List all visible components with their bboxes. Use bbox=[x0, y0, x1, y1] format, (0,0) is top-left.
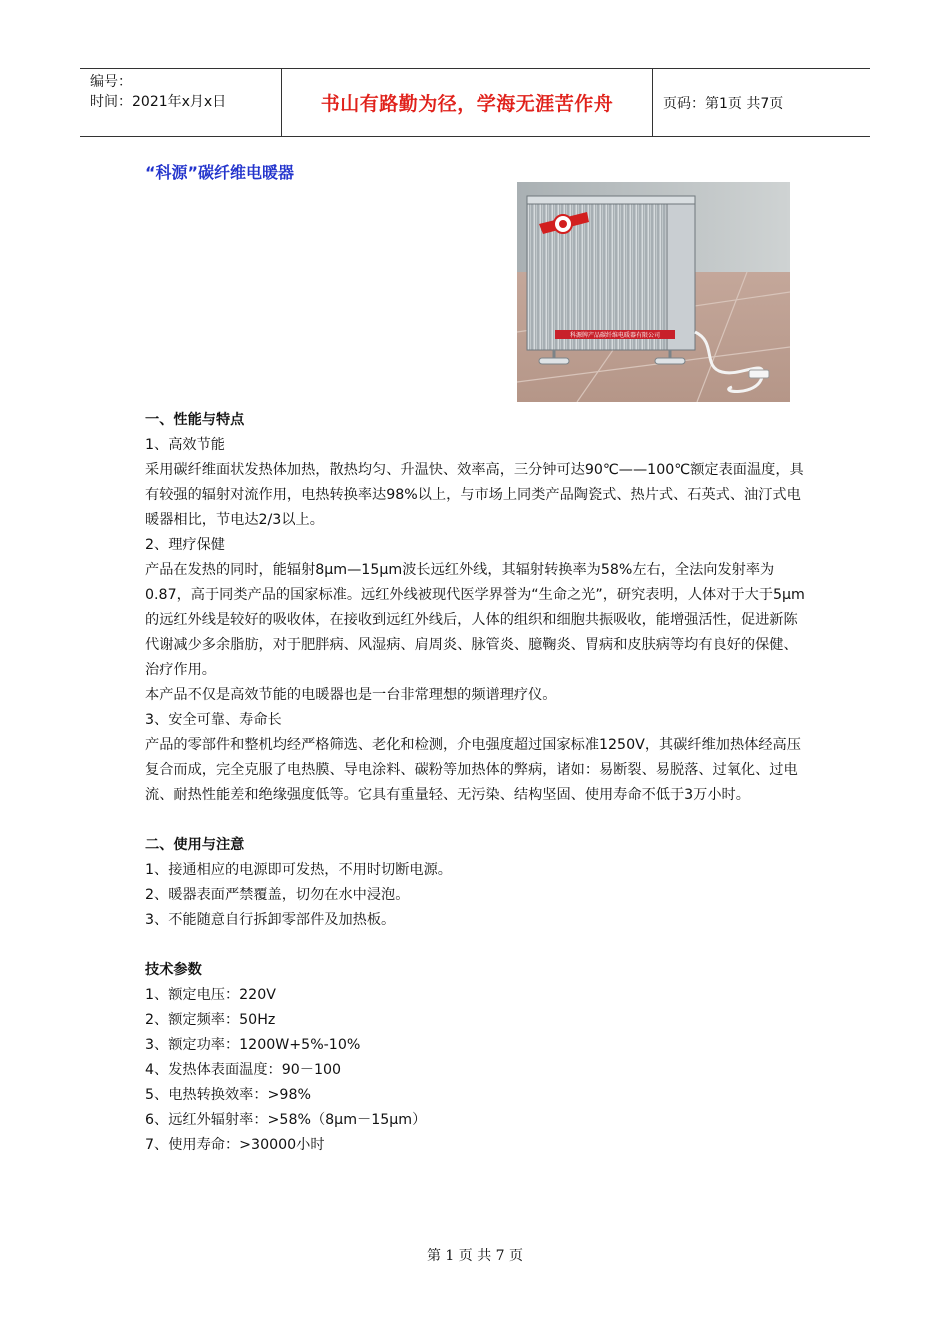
header-page-info bbox=[663, 69, 870, 136]
page-footer: 第 1 页 共 7 页 bbox=[426, 1248, 524, 1264]
page-header bbox=[80, 68, 870, 137]
section-gap bbox=[145, 808, 810, 833]
body-paragraph: 采用碳纤维面状发热体加热，散热均匀、升温快、效率高，三分钟可达90℃——100℃额定表面温度，具有较强的辐射对流作用，电热转换率达98%以上，与市场上同类产品陶瓷式、热片式、石英式、油汀式电暖器相比，节电达2/3以上。 bbox=[145, 462, 804, 528]
header-meta bbox=[80, 69, 281, 136]
document-body bbox=[145, 408, 810, 1158]
body-paragraph: 2、理疗保健 bbox=[145, 537, 225, 553]
document-title: “科源”碳纤维电暖器 bbox=[145, 163, 295, 182]
section-heading: 一、性能与特点 bbox=[145, 412, 245, 428]
section-heading: 二、使用与注意 bbox=[145, 837, 245, 853]
section-heading: 技术参数 bbox=[145, 962, 202, 978]
body-paragraph: 7、使用寿命：>30000小时 bbox=[145, 1137, 325, 1153]
body-paragraph: 1、额定电压：220V bbox=[145, 987, 276, 1003]
body-paragraph: 5、电热转换效率：>98% bbox=[145, 1087, 311, 1103]
header-motto: 书山有路勤为径，学海无涯苦作舟 bbox=[281, 69, 653, 136]
body-paragraph: 产品在发热的同时，能辐射8μm—15μm波长远红外线，其辐射转换率为58%左右，全法向发射率为0.87，高于同类产品的国家标准。远红外线被现代医学界誉为“生命之光”，研究表明，人体对于大于5μm的远红外线是较好的吸收体，在接收到远红外线后，人体的组织和细胞共振吸收，能增强活性，促进新陈代谢减少多余脂肪，对于肥胖病、风湿病、肩周炎、脉管炎、臆鞠炎、胃病和皮肤病等均有良好的保健、治疗作用。 bbox=[145, 562, 805, 678]
page-info-text: 页码：第1页 共7页 bbox=[663, 95, 784, 112]
power-plug bbox=[749, 370, 769, 378]
section-gap bbox=[145, 933, 810, 958]
body-paragraph: 6、远红外辐射率：>58%（8μm－15μm） bbox=[145, 1112, 427, 1128]
body-paragraph: 1、接通相应的电源即可发热，不用时切断电源。 bbox=[145, 862, 452, 878]
body-paragraph: 3、额定功率：1200W+5%-10% bbox=[145, 1037, 361, 1053]
heater-foot-right bbox=[655, 358, 685, 364]
body-paragraph: 2、额定频率：50Hz bbox=[145, 1012, 276, 1028]
body-paragraph: 3、不能随意自行拆卸零部件及加热板。 bbox=[145, 912, 396, 928]
body-paragraph: 4、发热体表面温度：90－100 bbox=[145, 1062, 342, 1078]
body-paragraph: 1、高效节能 bbox=[145, 437, 225, 453]
heater-banner-text: 科源牌产品碳纤维电暖器有限公司 bbox=[569, 332, 661, 339]
heater-foot-left bbox=[539, 358, 569, 364]
body-paragraph: 本产品不仅是高效节能的电暖器也是一台非常理想的频谱理疗仪。 bbox=[145, 687, 557, 703]
product-photo bbox=[517, 182, 790, 402]
heater-top bbox=[527, 196, 695, 204]
body-paragraph: 2、暖器表面严禁覆盖，切勿在水中浸泡。 bbox=[145, 887, 410, 903]
body-paragraph: 产品的零部件和整机均经严格筛选、老化和检测，介电强度超过国家标准1250V，其碳纤维加热体经高压复合而成，完全克服了电热膜、导电涂料、碳粉等加热体的弊病，诸如：易断裂、易脱落、过氧化、过电流、耐热性能差和绝缘强度低等。它具有重量轻、无污染、结构坚固、使用寿命不低于3万小时。 bbox=[145, 737, 801, 803]
time-label: 时间：2021年x月x日 bbox=[90, 94, 227, 110]
number-label: 编号： bbox=[90, 74, 132, 90]
body-paragraph: 3、安全可靠、寿命长 bbox=[145, 712, 282, 728]
heater-side-panel bbox=[667, 204, 695, 350]
